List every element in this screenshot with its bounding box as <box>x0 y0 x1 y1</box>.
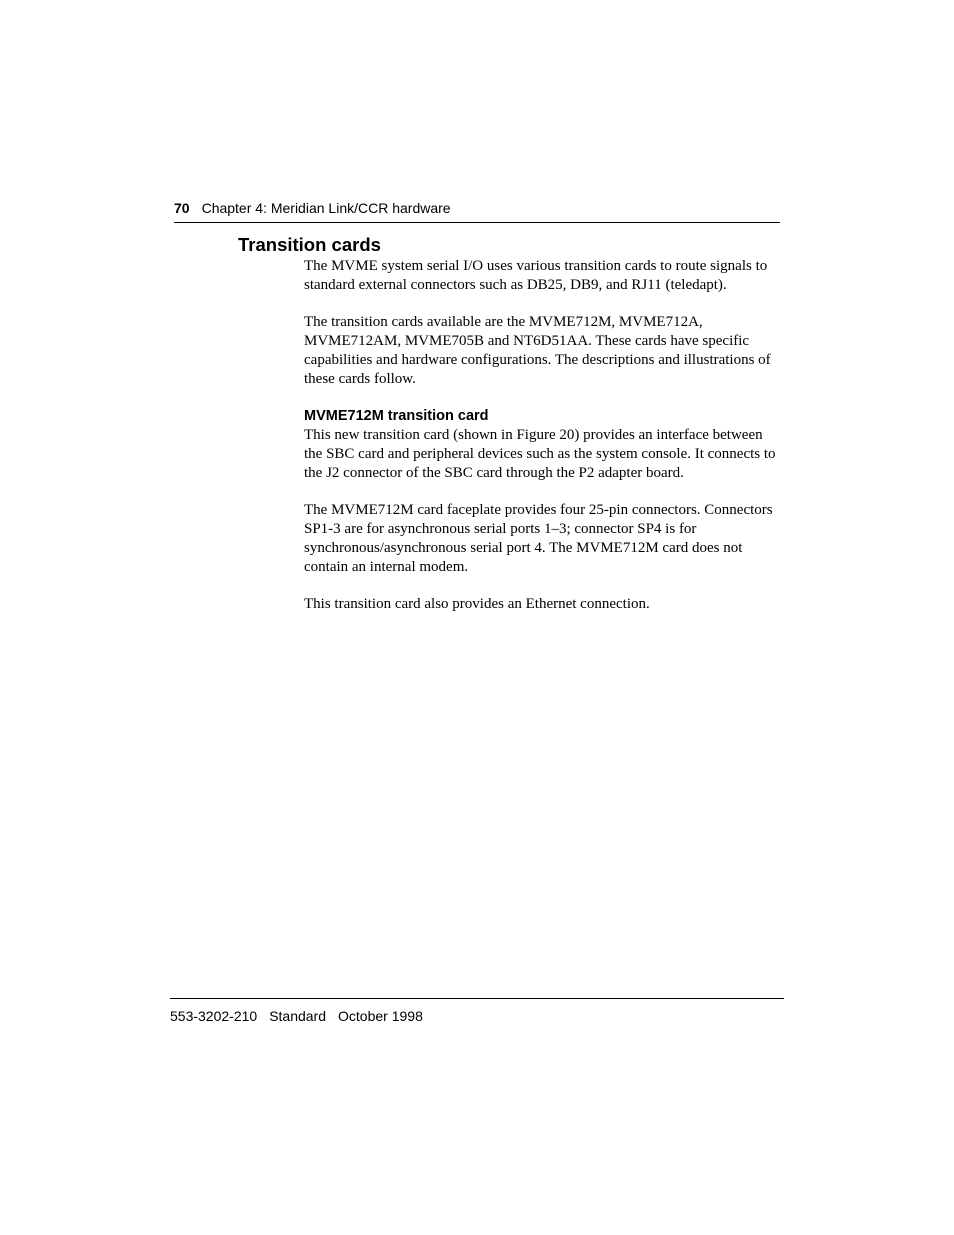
body-paragraph: The transition cards available are the MVME712M, MVME712A, MVME712AM, MVME705B and NT6D51AA. These cards have specific capabilities and hardware configurations. The descriptions and illustrations of these cards follow. <box>304 314 771 387</box>
subsection-heading: MVME712M transition card <box>304 408 489 424</box>
body-text <box>304 257 784 632</box>
page-number: 70 <box>174 200 190 216</box>
chapter-title: Chapter 4: Meridian Link/CCR hardware <box>201 200 451 216</box>
section-heading: Transition cards <box>238 234 381 255</box>
page-header <box>174 200 780 223</box>
body-paragraph: This transition card also provides an Ethernet connection. <box>304 596 650 612</box>
document-date: October 1998 <box>338 1008 423 1024</box>
document-status: Standard <box>269 1008 327 1024</box>
body-paragraph: The MVME system serial I/O uses various transition cards to route signals to standard external connectors such as DB25, DB9, and RJ11 (teledapt). <box>304 258 768 293</box>
page-footer <box>170 998 784 1025</box>
body-paragraph: The MVME712M card faceplate provides four 25-pin connectors. Connectors SP1-3 are for asynchronous serial ports 1–3; connector SP4 is for synchronous/asynchronous serial port 4. The MVME712M card does not contain an internal modem. <box>304 502 773 575</box>
document-number: 553-3202-210 <box>170 1008 258 1024</box>
body-paragraph: This new transition card (shown in Figure 20) provides an interface between the SBC card and peripheral devices such as the system console. It connects to the J2 connector of the SBC card through the P2 adapter board. <box>304 427 776 481</box>
